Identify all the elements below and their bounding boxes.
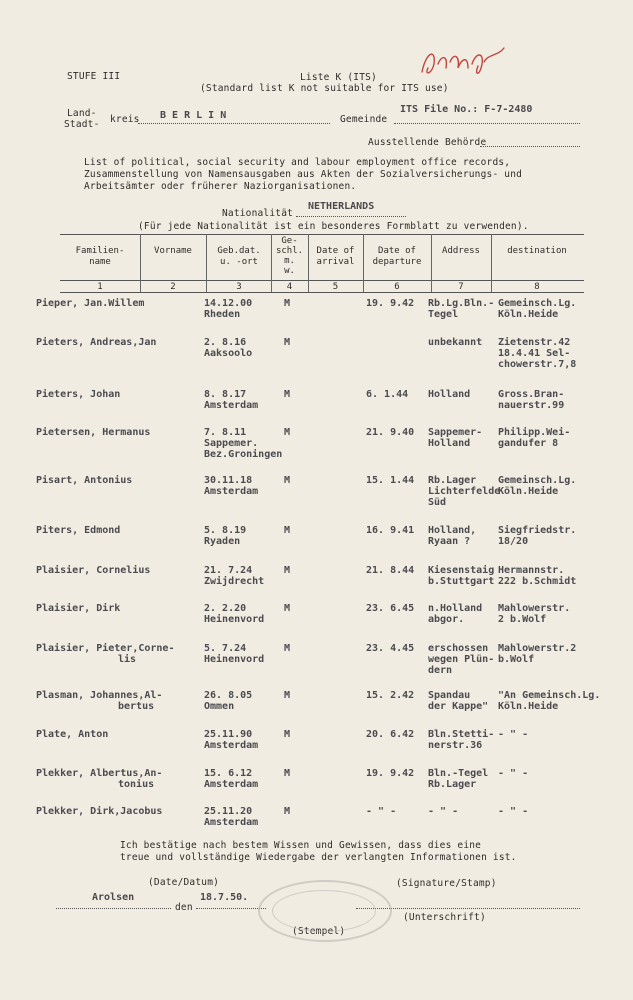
col-number: 1 (97, 282, 103, 292)
row-name: Plaisier, Dirk (36, 603, 121, 614)
row-address-cont: Holland (428, 438, 471, 449)
intro-line-1: List of political, social security and labour employment office records, (84, 157, 511, 168)
col-divider (140, 234, 141, 292)
row-address: Sappemer- (428, 427, 483, 438)
row-address-cont: Tegel (428, 309, 459, 320)
kreis-label: kreis (110, 114, 140, 125)
row-destination: - " - (498, 768, 529, 779)
row-destination: Gross.Bran- (498, 389, 565, 400)
col-divider (206, 234, 207, 292)
row-name: Plaisier, Cornelius (36, 565, 151, 576)
row-birth-place: Amsterdam (204, 740, 259, 751)
row-destination: Philipp.Wei- (498, 427, 571, 438)
col-header-familienname: Familien- name (75, 246, 125, 267)
row-address: Holland, (428, 525, 477, 536)
col-number: 4 (286, 282, 293, 292)
row-birth-place: Aaksoolo (204, 348, 253, 359)
row-departure: 23. 4.45 (366, 643, 415, 654)
table-header-rule (60, 280, 584, 281)
den-label: den (175, 902, 193, 913)
intro-line-2: Zusammenstellung von Namensausgaben aus Akten der Sozialversicherungs- und (84, 169, 523, 180)
row-destination: Gemeinsch.Lg. (498, 475, 577, 486)
row-departure: 15. 1.44 (366, 475, 415, 486)
row-birth-place: Sappemer. (204, 438, 259, 449)
row-address-cont: wegen Plün- (428, 654, 495, 665)
row-destination: Mahlowerstr.2 (498, 643, 577, 654)
row-birth-date: 2. 2.20 (204, 603, 247, 614)
row-birth-date: 25.11.90 (204, 729, 253, 740)
row-address-cont: abgor. (428, 614, 465, 625)
row-destination: Zietenstr.42 (498, 337, 571, 348)
col-number: 3 (236, 282, 242, 292)
col-number: 7 (458, 282, 464, 292)
row-birth-place: Heinenvord (204, 614, 265, 625)
row-sex: M (284, 337, 291, 348)
gemeinde-field (394, 104, 580, 124)
kreis-field (138, 110, 330, 124)
faded-round-stamp-inner (272, 890, 376, 932)
row-destination-cont: nauerstr.99 (498, 400, 565, 411)
col-header-vorname: Vorname (154, 246, 192, 256)
nationalitaet-field (296, 200, 406, 217)
row-name: Piters, Edmond (36, 525, 121, 536)
date-label: (Date/Datum) (148, 877, 220, 888)
row-sex: M (284, 525, 291, 536)
row-destination-cont: b.Wolf (498, 654, 535, 665)
row-sex: M (284, 768, 291, 779)
row-departure: 16. 9.41 (366, 525, 415, 536)
row-name: Plekker, Dirk,Jacobus (36, 806, 163, 817)
confirmation-line-1: Ich bestätige nach bestem Wissen und Gewissen, dass dies eine (120, 840, 482, 851)
row-destination-cont: Köln.Heide (498, 701, 559, 712)
row-departure: 15. 2.42 (366, 690, 415, 701)
row-name-cont: lis (118, 654, 137, 665)
row-address-cont: der Kappe" (428, 701, 489, 712)
row-destination: - " - (498, 729, 529, 740)
row-address: Rb.Lg.Bln.- (428, 298, 495, 309)
row-name: Pieters, Andreas,Jan (36, 337, 157, 348)
table-top-rule (60, 234, 584, 235)
row-sex: M (284, 389, 291, 400)
row-address-cont: b.Stuttgart (428, 576, 495, 587)
row-name-cont: bertus (118, 701, 155, 712)
row-sex: M (284, 603, 291, 614)
row-birth-date: 21. 7.24 (204, 565, 253, 576)
row-address: n.Holland (428, 603, 483, 614)
kreis-value: B E R L I N (160, 110, 227, 121)
row-departure: 19. 9.42 (366, 768, 415, 779)
col-number: 8 (534, 282, 540, 292)
row-address: Bln.-Tegel (428, 768, 489, 779)
date-field (196, 892, 266, 909)
row-name: Pietersen, Hermanus (36, 427, 151, 438)
row-destination-cont: chowerstr.7,8 (498, 359, 577, 370)
row-address-cont: Ryaan ? (428, 536, 471, 547)
row-name: Plekker, Albertus,An- (36, 768, 163, 779)
row-destination: "An Gemeinsch.Lg. (498, 690, 601, 701)
row-address-cont: dern (428, 665, 453, 676)
row-destination-cont: 2 b.Wolf (498, 614, 547, 625)
row-destination-cont: gandufer 8 (498, 438, 559, 449)
col-header-geschlecht: Ge- schl. m. w. (275, 236, 304, 276)
row-departure: 6. 1.44 (366, 389, 409, 400)
row-birth-date: 8. 8.17 (204, 389, 247, 400)
row-destination-cont: Köln.Heide (498, 309, 559, 320)
place-field (56, 892, 171, 909)
row-address-cont: Süd (428, 497, 447, 508)
row-birth-date: 2. 8.16 (204, 337, 247, 348)
row-sex: M (284, 565, 291, 576)
row-name: Plasman, Johannes,Al- (36, 690, 163, 701)
row-departure: 23. 6.45 (366, 603, 415, 614)
row-birth-date: 5. 8.19 (204, 525, 247, 536)
intro-line-3: Arbeitsämter oder früherer Naziorganisationen. (84, 181, 357, 192)
confirmation-line-2: treue und vollständige Wiedergabe der verlangten Informationen ist. (120, 852, 517, 863)
stufe-label: STUFE III (67, 71, 121, 82)
ausstellende-label: Ausstellende Behörde (368, 137, 487, 148)
row-address-cont: Lichterfelde (428, 486, 501, 497)
nationalitaet-value: NETHERLANDS (308, 201, 375, 212)
row-birth-date: 25.11.20 (204, 806, 253, 817)
its-file-number: ITS File No.: F-7-2480 (400, 104, 533, 115)
row-destination: Mahlowerstr. (498, 603, 571, 614)
row-name-cont: tonius (118, 779, 155, 790)
nationalitaet-label: Nationalität (222, 208, 294, 219)
handwritten-initials-signature (418, 42, 508, 82)
col-header-geburt: Geb.dat. u. -ort (217, 246, 261, 267)
row-name: Pieters, Johan (36, 389, 121, 400)
row-birth-place: Amsterdam (204, 817, 259, 828)
row-sex: M (284, 690, 291, 701)
date-value: 18.7.50. (200, 892, 249, 903)
row-address: Holland (428, 389, 471, 400)
row-birth-place-cont: Bez.Groningen (204, 449, 283, 460)
row-address: Bln.Stetti- (428, 729, 495, 740)
col-header-destination: destination (507, 246, 567, 256)
row-destination-cont: 18.4.41 Sel- (498, 348, 571, 359)
row-birth-place: Heinenvord (204, 654, 265, 665)
row-sex: M (284, 806, 291, 817)
col-number: 6 (394, 282, 400, 292)
row-birth-date: 15. 6.12 (204, 768, 253, 779)
row-departure: 20. 6.42 (366, 729, 415, 740)
row-departure: 19. 9.42 (366, 298, 415, 309)
liste-title: Liste K (ITS) (300, 72, 377, 83)
row-name: Pieper, Jan.Willem (36, 298, 145, 309)
row-departure: 21. 8.44 (366, 565, 415, 576)
signature-label: (Signature/Stamp) (396, 878, 497, 889)
row-address-cont: Rb.Lager (428, 779, 477, 790)
place-value: Arolsen (92, 892, 135, 903)
row-birth-place: Amsterdam (204, 400, 259, 411)
row-address: Kiesenstaig (428, 565, 495, 576)
row-address: - " - (428, 806, 459, 817)
row-destination: Gemeinsch.Lg. (498, 298, 577, 309)
row-birth-date: 26. 8.05 (204, 690, 253, 701)
col-header-arrival: Date of arrival (316, 246, 355, 267)
row-destination: Hermannstr. (498, 565, 565, 576)
row-address: Rb.Lager (428, 475, 477, 486)
row-destination: - " - (498, 806, 529, 817)
col-number: 2 (170, 282, 176, 292)
liste-subtitle: (Standard list K not suitable for ITS use) (200, 83, 449, 94)
stempel-label: (Stempel) (292, 926, 346, 937)
gemeinde-label: Gemeinde (340, 114, 388, 125)
row-sex: M (284, 643, 291, 654)
row-destination-cont: Köln.Heide (498, 486, 559, 497)
row-birth-place: Zwijdrecht (204, 576, 265, 587)
row-name: Pisart, Antonius (36, 475, 133, 486)
col-number: 5 (332, 282, 339, 292)
col-header-address: Address (442, 246, 480, 256)
row-address-cont: nerstr.36 (428, 740, 483, 751)
row-sex: M (284, 475, 291, 486)
row-birth-date: 7. 8.11 (204, 427, 247, 438)
row-birth-date: 14.12.00 (204, 298, 253, 309)
row-birth-place: Ryaden (204, 536, 241, 547)
col-header-departure: Date of departure (372, 246, 422, 267)
row-name: Plaisier, Pieter,Corne- (36, 643, 175, 654)
row-birth-place: Amsterdam (204, 779, 259, 790)
row-departure: 21. 9.40 (366, 427, 415, 438)
row-address: Spandau (428, 690, 471, 701)
row-birth-date: 30.11.18 (204, 475, 253, 486)
row-sex: M (284, 427, 291, 438)
row-destination-cont: 18/20 (498, 536, 529, 547)
row-sex: M (284, 298, 291, 309)
row-destination-cont: 222 b.Schmidt (498, 576, 577, 587)
nationalitaet-hint: (Für jede Nationalität ist ein besonderes Formblatt zu verwenden). (138, 221, 529, 232)
row-sex: M (284, 729, 291, 740)
stadt-label: Stadt- (64, 119, 100, 130)
row-destination: Siegfriedstr. (498, 525, 577, 536)
unterschrift-label: (Unterschrift) (403, 912, 486, 923)
row-address: erschossen (428, 643, 489, 654)
land-label: Land- (67, 108, 97, 119)
row-address: unbekannt (428, 337, 483, 348)
row-departure: - " - (366, 806, 397, 817)
row-birth-place: Rheden (204, 309, 241, 320)
row-name: Plate, Anton (36, 729, 109, 740)
row-birth-place: Ommen (204, 701, 235, 712)
row-birth-place: Amsterdam (204, 486, 259, 497)
ausstellende-field (480, 136, 580, 147)
row-birth-date: 5. 7.24 (204, 643, 247, 654)
